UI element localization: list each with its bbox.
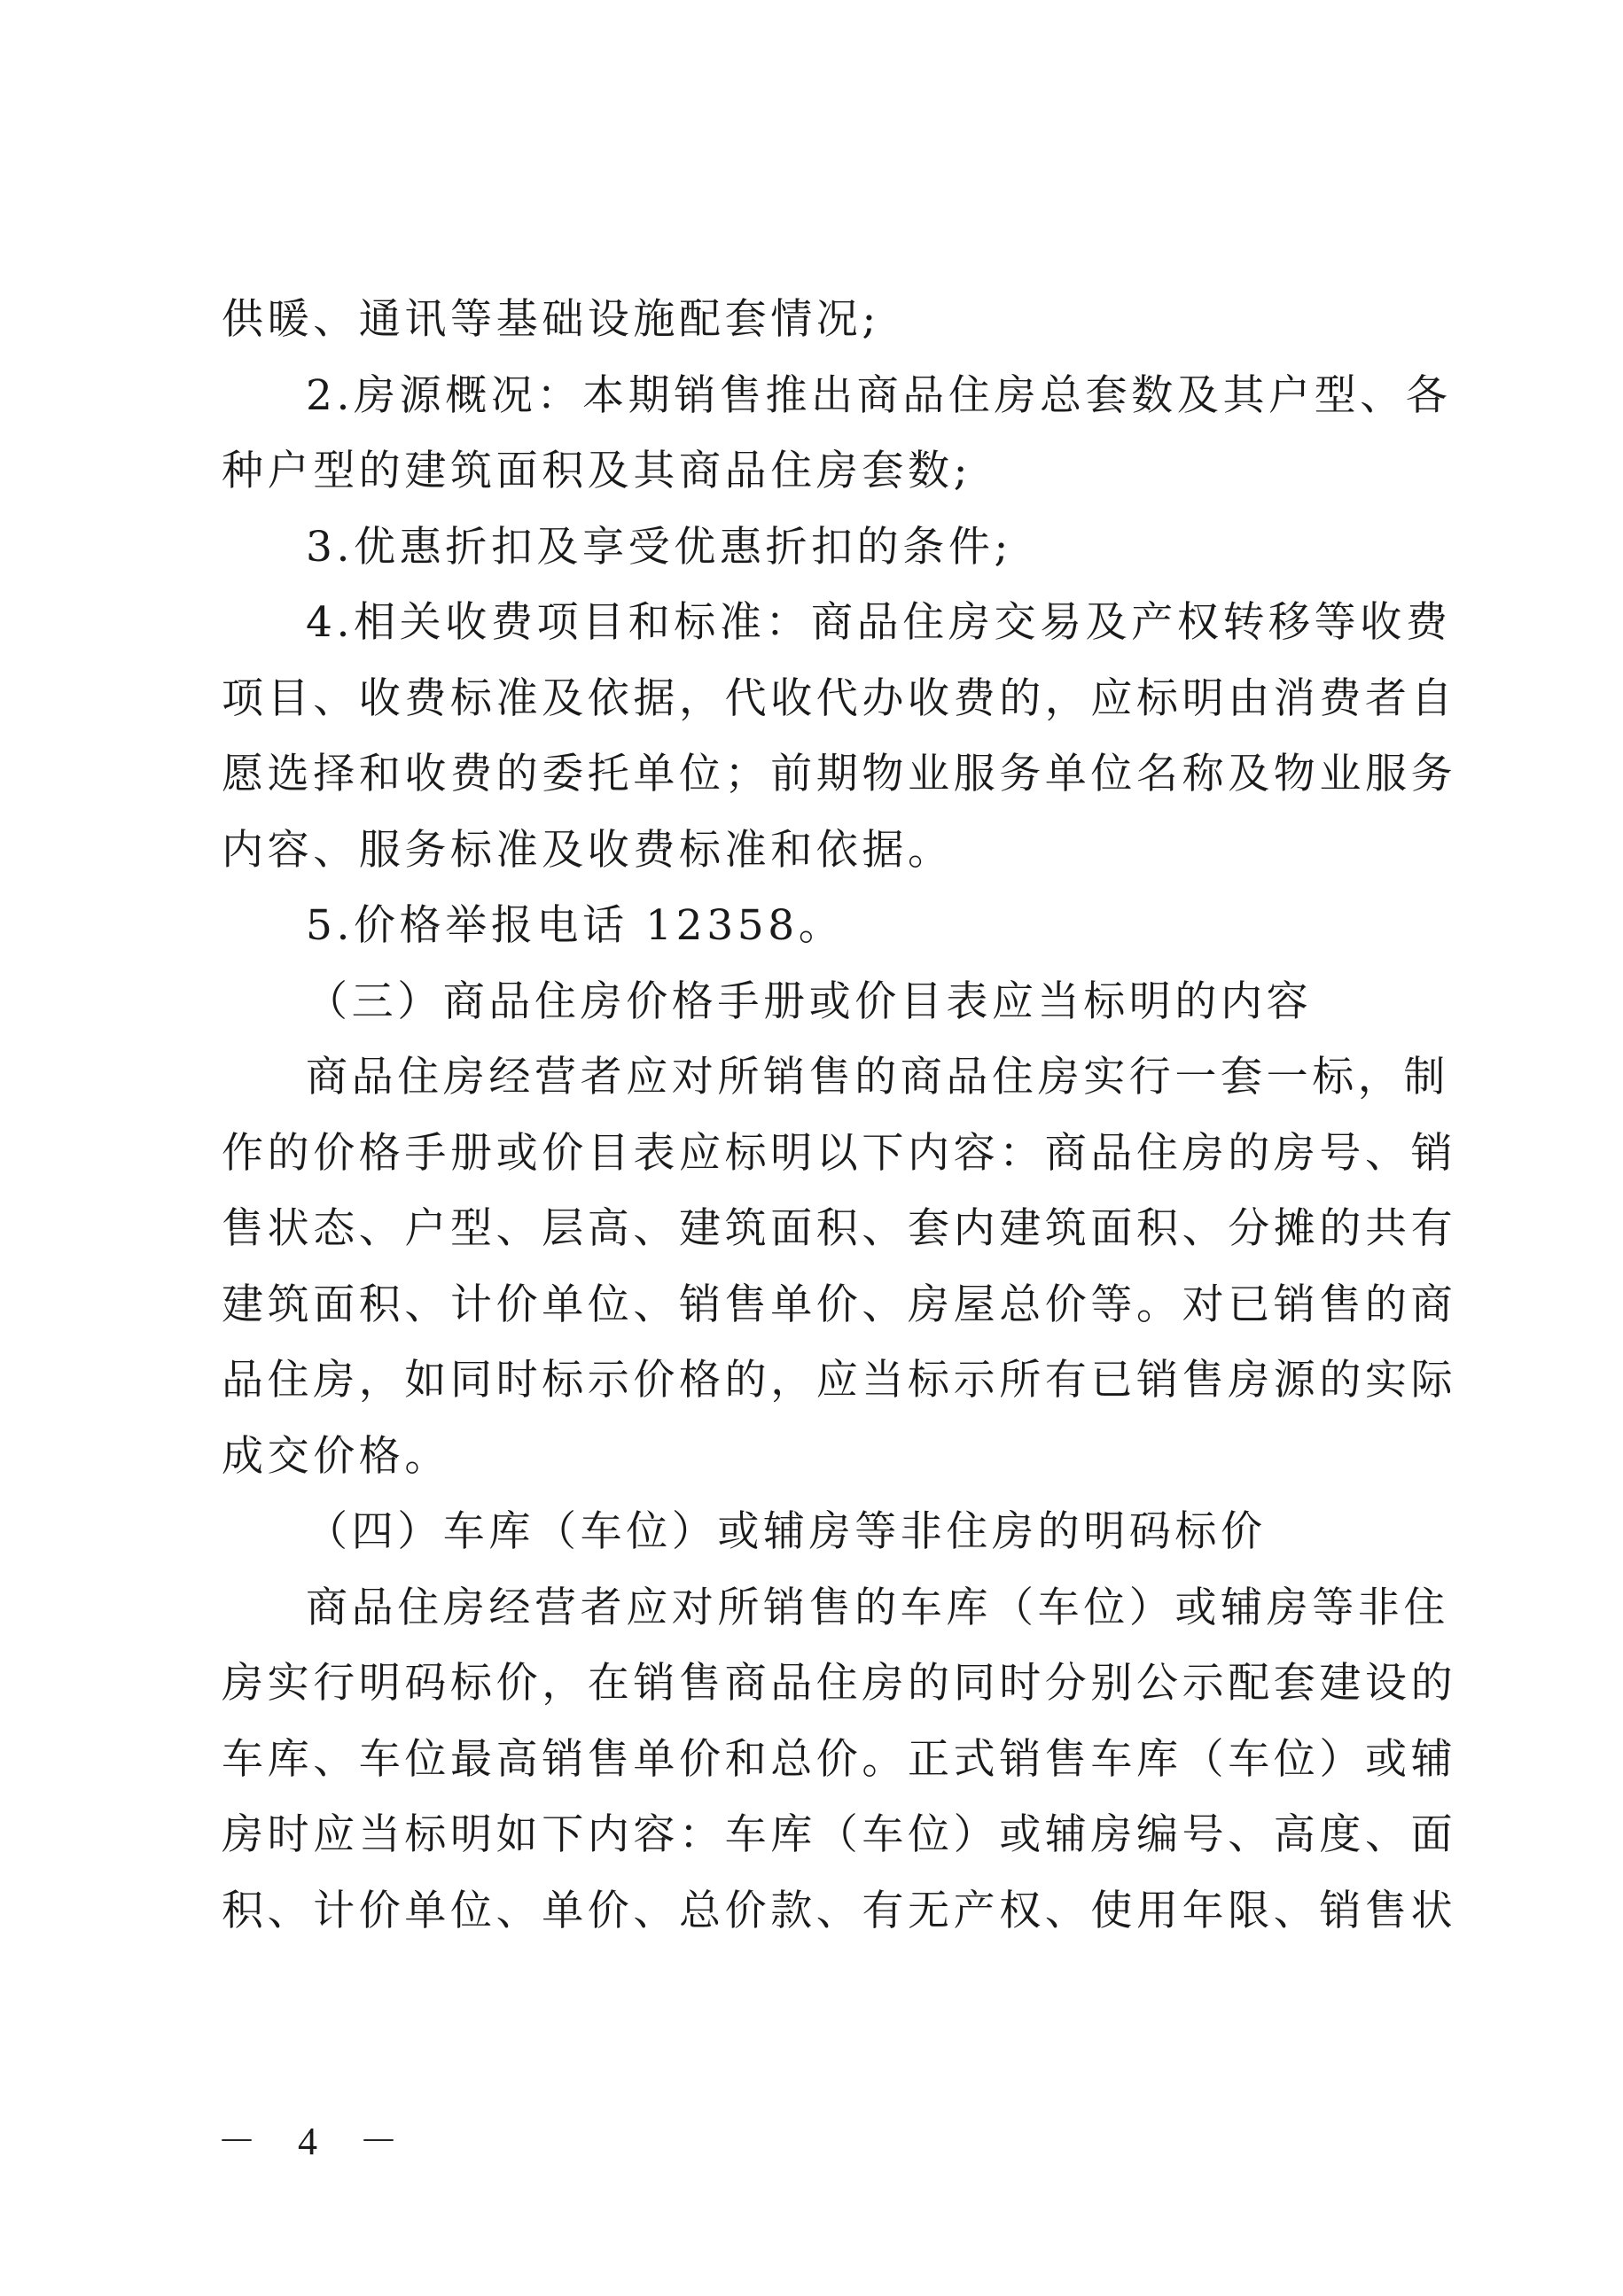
text-line: 建筑面积、计价单位、销售单价、房屋总价等。对已销售的商 bbox=[222, 1280, 1457, 1329]
section-heading: （三）商品住房价格手册或价目表应当标明的内容 bbox=[306, 977, 1313, 1026]
text-line: 售状态、户型、层高、建筑面积、套内建筑面积、分摊的共有 bbox=[222, 1204, 1457, 1253]
text-line: 成交价格。 bbox=[222, 1431, 450, 1481]
text-line: 2.房源概况：本期销售推出商品住房总套数及其户型、各 bbox=[306, 370, 1452, 420]
text-line: 商品住房经营者应对所销售的商品住房实行一套一标，制 bbox=[306, 1053, 1449, 1101]
text-line: 4.相关收费项目和标准：商品住房交易及产权转移等收费 bbox=[306, 598, 1452, 647]
text-line: 种户型的建筑面积及其商品住房套数; bbox=[222, 447, 972, 495]
text-line: 品住房，如同时标示价格的，应当标示所有已销售房源的实际 bbox=[222, 1356, 1457, 1405]
body-text bbox=[222, 282, 1457, 1949]
text-line: 愿选择和收费的委托单位；前期物业服务单位名称及物业服务 bbox=[222, 750, 1457, 798]
text-line: 作的价格手册或价目表应标明以下内容：商品住房的房号、销 bbox=[222, 1128, 1457, 1178]
text-line: 内容、服务标准及收费标准和依据。 bbox=[222, 825, 954, 875]
text-line: 5.价格举报电话 12358。 bbox=[306, 901, 845, 950]
text-line: 商品住房经营者应对所销售的车库（车位）或辅房等非住 bbox=[306, 1583, 1449, 1632]
text-line: 房实行明码标价，在销售商品住房的同时分别公示配套建设的 bbox=[222, 1659, 1457, 1708]
text-line: 房时应当标明如下内容：车库（车位）或辅房编号、高度、面 bbox=[222, 1810, 1457, 1859]
text-line: 积、计价单位、单价、总价款、有无产权、使用年限、销售状 bbox=[222, 1886, 1457, 1935]
section-heading: （四）车库（车位）或辅房等非住房的明码标价 bbox=[306, 1507, 1267, 1556]
text-line: 项目、收费标准及依据，代收代办收费的，应标明由消费者自 bbox=[222, 673, 1457, 723]
text-line: 供暖、通讯等基础设施配套情况; bbox=[222, 295, 880, 344]
page-number: － 4 － bbox=[217, 2120, 414, 2163]
text-line: 车库、车位最高销售单价和总价。正式销售车库（车位）或辅 bbox=[222, 1734, 1457, 1784]
text-line: 3.优惠折扣及享受优惠折扣的条件; bbox=[306, 522, 1012, 572]
